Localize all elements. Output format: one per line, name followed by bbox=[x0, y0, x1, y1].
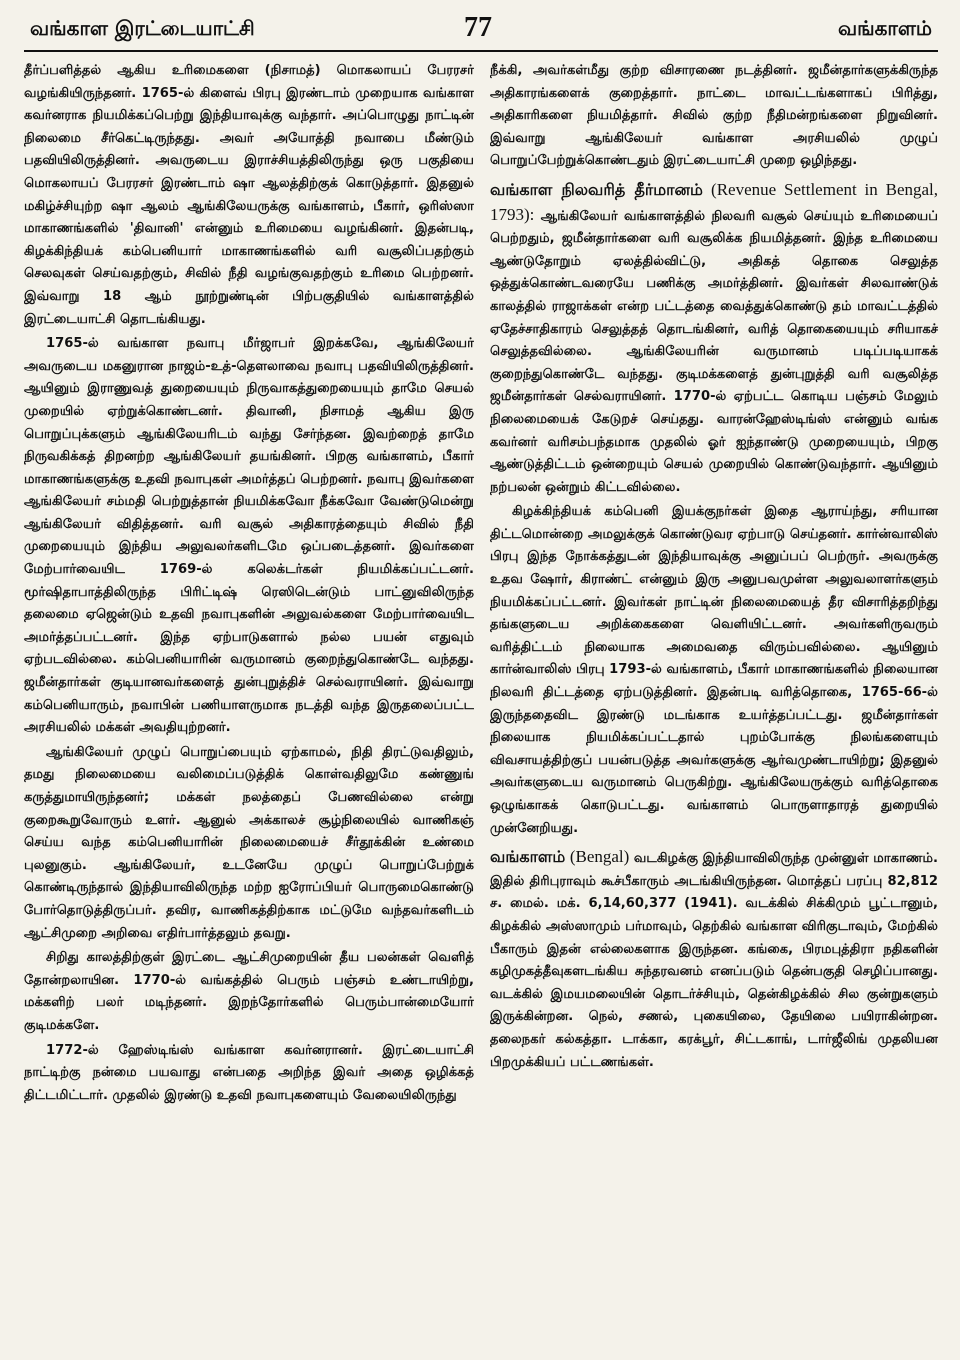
paragraph: சிறிது காலத்திற்குள் இரட்டை ஆட்சிமுறையின் தீய பலன்கள் வெளித் தோன்றலாயின. 1770-ல் வங்கத்தில் பெரும் பஞ்சம் உண்டாயிற்று, மக்களிற் பலர் மடிந்தனர். இறந்தோர்களில் பெரும்பான்மையோர் குடிமக்களே. bbox=[24, 950, 474, 1033]
paragraph: நீக்கி, அவர்கள்மீது குற்ற விசாரணை நடத்தினர். ஜமீன்தார்களுக்கிருந்த அதிகாரங்களைக் குறைத்தார். நாட்டை மாவட்டங்களாகப் பிரித்து, அதிகாரிகளை நியமித்தார். சிவில் குற்ற நீதிமன்றங்களை நிறுவினர். இவ்வாறு ஆங்கிலேயர் வங்காள அரசியலில் முழுப் பொறுப்பேற்றுக்கொண்டதும் இரட்டையாட்சி முறை ஒழிந்தது. bbox=[490, 63, 938, 169]
paragraph: ஆங்கிலேயர் முழுப் பொறுப்பையும் ஏற்காமல், நிதி திரட்டுவதிலும், தமது நிலைமையை வலிமைப்படுத்திக் கொள்வதிலுமே கண்ணுங் கருத்துமாயிருந்தனர்; மக்கள் நலத்தைப் பேணவில்லை என்று குறைகூறுவோரும் உளர். ஆனுல் அக்காலச் சூழ்நிலையில் வாணிகஞ் செய்ய வந்த கம்பெனியாரின் நிலைமையைச் சீர்தூக்கின் உண்மை புலனுகும். ஆங்கிலேயர், உடனேயே முழுப் பொறுப்பேற்றுக் கொண்டிருந்தால் இந்தியாவிலிருந்த மற்ற ஐரோப்பியர் பொருமைகொண்டு போர்தொடுத்திருப்பர். தவிர, வாணிகத்திற்காக மட்டுமே வந்தவர்களிடம் ஆட்சிமுறை அறிவை எதிர்பார்த்தலும் தவறு. bbox=[24, 744, 474, 941]
entry-body: ஆங்கிலேயர் வங்காளத்தில் நிலவரி வசூல் செய்யும் உரிமையைப் பெற்றதும், ஜமீன்தார்களை வரி வசூலிக்க நியமித்தனர். இந்த உரிமையை ஆண்டுதோறும் ஏலத்தில்விட்டு, அதிகத் தொகை செலுத்த ஒத்துக்கொண்டவரையே பணிக்கு அமர்த்தினர். இவர்கள் சிலவாண்டுக் காலத்தில் ராஜாக்கள் என்ற பட்டத்தை வைத்துக்கொண்டு தம் மாவட்டத்தில் ஏதேச்சாதிகாரம் செலுத்தத் தொடங்கினர், வரித் தொகையையும் சரியாகச் செலுத்தவில்லை. ஆங்கிலேயரின் வருமானம் படிப்படியாகக் குறைந்துகொண்டே வந்தது. குடிமக்களைத் துன்புறுத்தி வரி வசூலித்த ஜமீன்தார்கள் செல்வராயினர். 1770-ல் ஏற்பட்ட கொடிய பஞ்சம் மேலும் நிலைமையைக் கேடுறச் செய்தது. வாரன்ஹேஸ்டிங்ஸ் என்னும் வங்க கவர்னர் வரிசம்பந்தமாக முதலில் ஓர் ஐந்தாண்டு முறையையும், பிறகு ஆண்டுத்திட்டம் ஒன்றையும் செயல் முறையில் கொண்டுவந்தார். ஆயினும் நற்பலன் ஒன்றும் கிட்டவில்லை. bbox=[490, 208, 938, 495]
entry-revenue-settlement bbox=[490, 179, 938, 499]
paragraph: 1772-ல் ஹேஸ்டிங்ஸ் வங்காள கவர்னரானர். இரட்டையாட்சி நாட்டிற்கு நன்மை பயவாது என்பதை அறிந்த இவர் அதை ஒழிக்கத் திட்டமிட்டார். முதலில் இரண்டு உதவி நவாபுகளையும் வேலையிலிருந்து bbox=[24, 1042, 474, 1103]
paragraph: தீர்ப்பளித்தல் ஆகிய உரிமைகளை (நிசாமத்) மொகலாயப் பேரரசர் வழங்கியிருந்தனர். 1765-ல் கிளைவ் பிரபு இரண்டாம் முறையாக வங்காள கவர்னராக நியமிக்கப்பெற்று இந்தியாவுக்கு வந்தார். அப்பொழுது நாட்டின் நிலைமை சீர்கெட்டிருந்தது. அவர் அயோத்தி நவாபை மீண்டும் பதவியிலிருத்தினர். அவருடைய இராச்சியத்திலிருந்து ஒரு பகுதியை மொகலாயப் பேரரசர் இரண்டாம் ஷா ஆலத்திற்குக் கொடுத்தார். இதனுல் மகிழ்ச்சியுற்ற ஷா ஆலம் ஆங்கிலேயருக்கு வங்காளம், பீகார், ஒரிஸ்ஸா மாகாணங்களில் 'திவானி' என்னும் உரிமையை வழங்கினர். இதன்படி, கிழக்கிந்தியக் கம்பெனியார் மாகாணங்களில் வரி வசூலிப்பதற்கும் செலவுகள் செய்வதற்கும், சிவில் நீதி வழங்குவதற்கும் உரிமை பெற்றனர். இவ்வாறு 18 ஆம் நூற்றுண்டின் பிற்பகுதியில் வங்காளத்தில் இரட்டையாட்சி தொடங்கியது. bbox=[24, 63, 474, 327]
left-column bbox=[24, 60, 474, 1354]
two-column-body bbox=[24, 60, 938, 1354]
page-header bbox=[24, 10, 938, 52]
entry-title-english: (Bengal) bbox=[569, 847, 630, 867]
entry-title: வங்காளம் bbox=[490, 847, 566, 867]
right-column bbox=[490, 60, 938, 1354]
entry-body: வடகிழக்கு இந்தியாவிலிருந்த முன்னுள் மாகாணம். இதில் திரிபுராவும் கூச்பீகாரும் அடங்கியிருந்தன. மொத்தப் பரப்பு 82,812 ச. மைல். மக். 6,14,60,377 (1941). வடக்கில் சிக்கிமும் பூட்டானும், கிழக்கில் அஸ்ஸாமும் பர்மாவும், தெற்கில் வங்காள விரிகுடாவும், மேற்கில் பீகாரும் இதன் எல்லைகளாக இருந்தன. கங்கை, பிரமபுத்திரா நதிகளின் கழிமுகத்தீவுகளடங்கிய சுந்தரவனம் எனப்படும் தென்பகுதி செழிப்பானது. வடக்கில் இமயமலையின் தொடர்ச்சியும், தென்கிழக்கில் சில குன்றுகளும் இருக்கின்றன. நெல், சணல், புகையிலை, தேயிலை பயிராகின்றன. தலைநகர் கல்கத்தா. டாக்கா, கரக்பூர், சிட்டகாங், டார்ஜீலிங் முதலியன பிறமுக்கியப் பட்டணங்கள். bbox=[490, 851, 938, 1070]
running-title-left: வங்காள இரட்டையாட்சி bbox=[30, 16, 255, 40]
entry-title-english: (Revenue Settlement in Bengal, 1793): bbox=[490, 179, 938, 224]
paragraph: கிழக்கிந்தியக் கம்பெனி இயக்குநர்கள் இதை ஆராய்ந்து, சரியான திட்டமொன்றை அமலுக்குக் கொண்டுவர ஏற்பாடு செய்தனர். கார்ன்வாலிஸ் பிரபு இந்த நோக்கத்துடன் இந்தியாவுக்கு அனுப்பப் பெற்ருர். அவருக்கு உதவ ஷோர், கிராண்ட் என்னும் இரு அனுபவமுள்ள அலுவலாளர்களும் நியமிக்கப்பட்டனர். இவர்கள் நாட்டின் நிலைமையைத் தீர விசாரித்தறிந்து தங்களுடைய அறிக்கைகளை வெளியிட்டனர். அவர்களிருவரும் வரித்திட்டம் நிலையாக அமைவதை விரும்பவில்லை. ஆயினும் கார்ன்வாலிஸ் பிரபு 1793-ல் வங்காளம், பீகார் மாகாணங்களில் நிலையான நிலவரி திட்டத்தை ஏற்படுத்தினர். இதன்படி வரித்தொகை, 1765-66-ல் இருந்ததைவிட இரண்டு மடங்காக உயர்த்தப்பட்டது. ஜமீன்தார்கள் நிலையாக நியமிக்கப்பட்டதால் புறம்போக்கு நிலங்களையும் விவசாயத்திற்குப் பயன்படுத்த அவர்களுக்கு ஆர்வமுண்டாயிற்று; இதனுல் அவர்களுடைய வருமானம் பெருகிற்று. ஆங்கிலேயருக்கும் வரித்தொகை ஒழுங்காகக் கொடுபட்டது. வங்காளம் பொருளாதாரத் துறையில் முன்னேறியது. bbox=[490, 504, 938, 836]
page-number: 77 bbox=[464, 12, 492, 43]
entry-title: வங்காள நிலவரித் தீர்மானம் bbox=[490, 179, 703, 199]
running-title-right: வங்காளம் bbox=[837, 16, 932, 40]
paragraph: 1765-ல் வங்காள நவாபு மீர்ஜாபர் இறக்கவே, ஆங்கிலேயர் அவருடைய மகனுரான நாஜம்-உத்-தௌலாவை நவாபு பதவியிலிருத்தினர். ஆயினும் இராணுவத் துறையையும் நிருவாகத்துறையையும் தாமே செயல் முறையில் ஏற்றுக்கொண்டனர். திவானி, நிசாமத் ஆகிய இரு பொறுப்புக்களும் ஆங்கிலேயரிடம் வந்து சேர்ந்தன. இவற்றைத் தாமே நிருவகிக்கத் திறனற்ற ஆங்கிலேயர் தயங்கினர். பிறகு வங்காளம், பீகார் மாகாணங்களுக்கு உதவி நவாபுகள் அமர்த்தப் பெற்றனர். நவாபு இவர்களை ஆங்கிலேயர் சம்மதி பெற்றுத்தான் நியமிக்கவோ நீக்கவோ வேண்டுமென்று ஆங்கிலேயர் விதித்தனர். வரி வசூல் அதிகாரத்தையும் சிவில் நீதி முறையையும் இந்திய அலுவலர்களிடமே ஒப்படைத்தனர். இவர்களை மேற்பார்வையிட 1769-ல் கலெக்டர்கள் நியமிக்கப்பட்டனர். மூர்ஷிதாபாத்திலிருந்த பிரிட்டிஷ் ரெஸிடென்டும் பாட்னுவிலிருந்த தலைமை ஏஜென்டும் உதவி நவாபுகளின் அலுவல்களை மேற்பார்வையிட அமர்த்தப்பட்டனர். இந்த ஏற்பாடுகளால் நல்ல பயன் எதுவும் ஏற்படவில்லை. கம்பெனியாரின் வருமானம் குறைந்துகொண்டே வந்தது. ஜமீன்தார்கள் குடியானவர்களைத் துன்புறுத்திச் செல்வராயினர். இவ்வாறு கம்பெனியாரும், நவாபின் பணியாளருமாக நடத்தி வந்த இருதலைப்பட்ட அரசியலில் மக்கள் அவதியுற்றனர். bbox=[24, 336, 474, 736]
entry-bengal bbox=[490, 846, 938, 1074]
